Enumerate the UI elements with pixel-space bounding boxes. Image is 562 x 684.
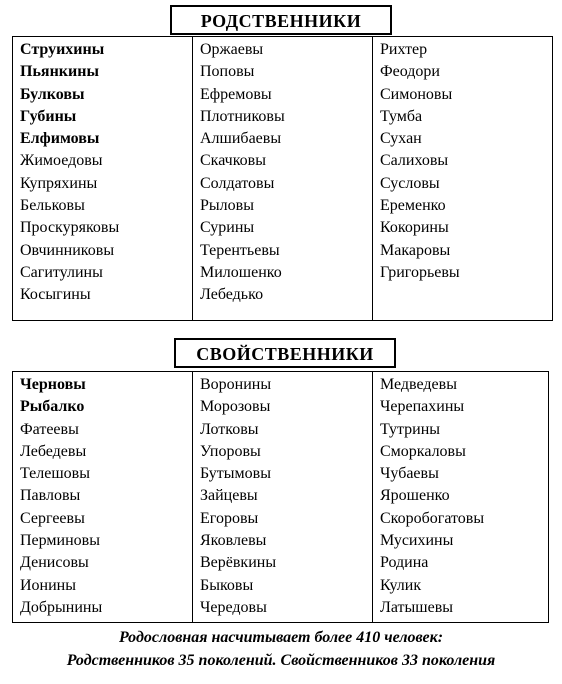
surname-item: Латышевы xyxy=(380,598,454,616)
surname-item: Фатеевы xyxy=(20,420,79,438)
surname-item: Рыловы xyxy=(200,197,254,215)
surname-item: Терентьевы xyxy=(200,241,280,259)
surname-item: Черепахины xyxy=(380,398,465,416)
surname-item: Косыгины xyxy=(20,286,91,304)
relatives-table xyxy=(12,36,553,321)
surname-item: Морозовы xyxy=(200,398,271,416)
surname-item: Черновы xyxy=(20,376,86,393)
surname-item: Яковлевы xyxy=(200,532,267,550)
surname-item: Медведевы xyxy=(380,376,457,393)
surname-item: Пьянкины xyxy=(20,63,99,81)
in-laws-heading: СВОЙСТВЕННИКИ xyxy=(174,338,396,368)
relatives-column-2 xyxy=(193,37,373,320)
surname-item: Григорьевы xyxy=(380,263,460,281)
surname-item: Сухан xyxy=(380,130,422,148)
footer-line-1: Родословная насчитывает более 410 человек: xyxy=(118,629,444,646)
surname-item: Родина xyxy=(380,554,429,572)
surname-item: Ярошенко xyxy=(380,487,450,505)
surname-item: Ефремовы xyxy=(200,85,272,103)
in-laws-column-3 xyxy=(373,372,548,622)
surname-item: Сагитулины xyxy=(20,263,103,281)
footer-line-2: Родственников 35 поколений. Свойственников 33 поколения xyxy=(66,652,496,669)
surname-item: Тумба xyxy=(380,107,423,125)
in-laws-column-1 xyxy=(13,372,193,622)
surname-item: Овчинниковы xyxy=(20,241,115,259)
surname-item: Солдатовы xyxy=(200,174,275,192)
surname-item: Жимоедовы xyxy=(20,152,103,170)
surname-item: Рыбалко xyxy=(20,398,85,416)
surname-item: Еременко xyxy=(380,197,446,215)
in-laws-table xyxy=(12,371,549,623)
surname-item: Сергеевы xyxy=(20,509,85,527)
surname-item: Кулик xyxy=(380,576,422,594)
surname-item: Лебедевы xyxy=(20,442,87,460)
surname-item: Сусловы xyxy=(380,174,440,192)
surname-item: Проскуряковы xyxy=(20,219,120,237)
surname-item: Бельковы xyxy=(20,197,85,215)
surname-item: Лебедько xyxy=(200,286,264,304)
surname-item: Воронины xyxy=(200,376,272,393)
surname-item: Добрынины xyxy=(20,598,103,616)
surname-item: Скоробогатовы xyxy=(380,509,485,527)
surname-item: Денисовы xyxy=(20,554,89,572)
surname-item: Елфимовы xyxy=(20,130,100,148)
surname-item: Макаровы xyxy=(380,241,451,259)
surname-item: Мусихины xyxy=(380,532,454,550)
surname-item: Скачковы xyxy=(200,152,266,170)
surname-item: Сурины xyxy=(200,219,255,237)
relatives-column-1 xyxy=(13,37,193,320)
surname-item: Тутрины xyxy=(380,420,441,438)
surname-item: Чередовы xyxy=(200,598,267,616)
surname-item: Егоровы xyxy=(200,509,259,527)
in-laws-column-2 xyxy=(193,372,373,622)
relatives-column-3 xyxy=(373,37,552,320)
surname-item: Губины xyxy=(20,107,77,125)
surname-item: Сморкаловы xyxy=(380,442,466,460)
surname-item: Оржаевы xyxy=(200,41,264,58)
surname-item: Симоновы xyxy=(380,85,453,103)
surname-item: Поповы xyxy=(200,63,255,81)
surname-item: Зайцевы xyxy=(200,487,258,505)
surname-item: Телешовы xyxy=(20,465,90,483)
surname-item: Салиховы xyxy=(380,152,449,170)
surname-item: Чубаевы xyxy=(380,465,439,483)
surname-item: Упоровы xyxy=(200,442,261,460)
surname-item: Верёвкины xyxy=(200,554,277,572)
surname-item: Булковы xyxy=(20,85,85,103)
surname-item: Феодори xyxy=(380,63,440,81)
surname-item: Лотковы xyxy=(200,420,259,438)
surname-item: Купряхины xyxy=(20,174,98,192)
surname-item: Рихтер xyxy=(380,41,428,58)
surname-item: Кокорины xyxy=(380,219,449,237)
surname-item: Струихины xyxy=(20,41,105,58)
surname-item: Ионины xyxy=(20,576,76,594)
relatives-heading: РОДСТВЕННИКИ xyxy=(170,5,392,35)
surname-item: Милошенко xyxy=(200,263,282,281)
surname-item: Плотниковы xyxy=(200,107,285,125)
surname-item: Павловы xyxy=(20,487,81,505)
surname-item: Перминовы xyxy=(20,532,100,550)
surname-item: Быковы xyxy=(200,576,254,594)
surname-item: Бутымовы xyxy=(200,465,271,483)
surname-item: Алшибаевы xyxy=(200,130,282,148)
